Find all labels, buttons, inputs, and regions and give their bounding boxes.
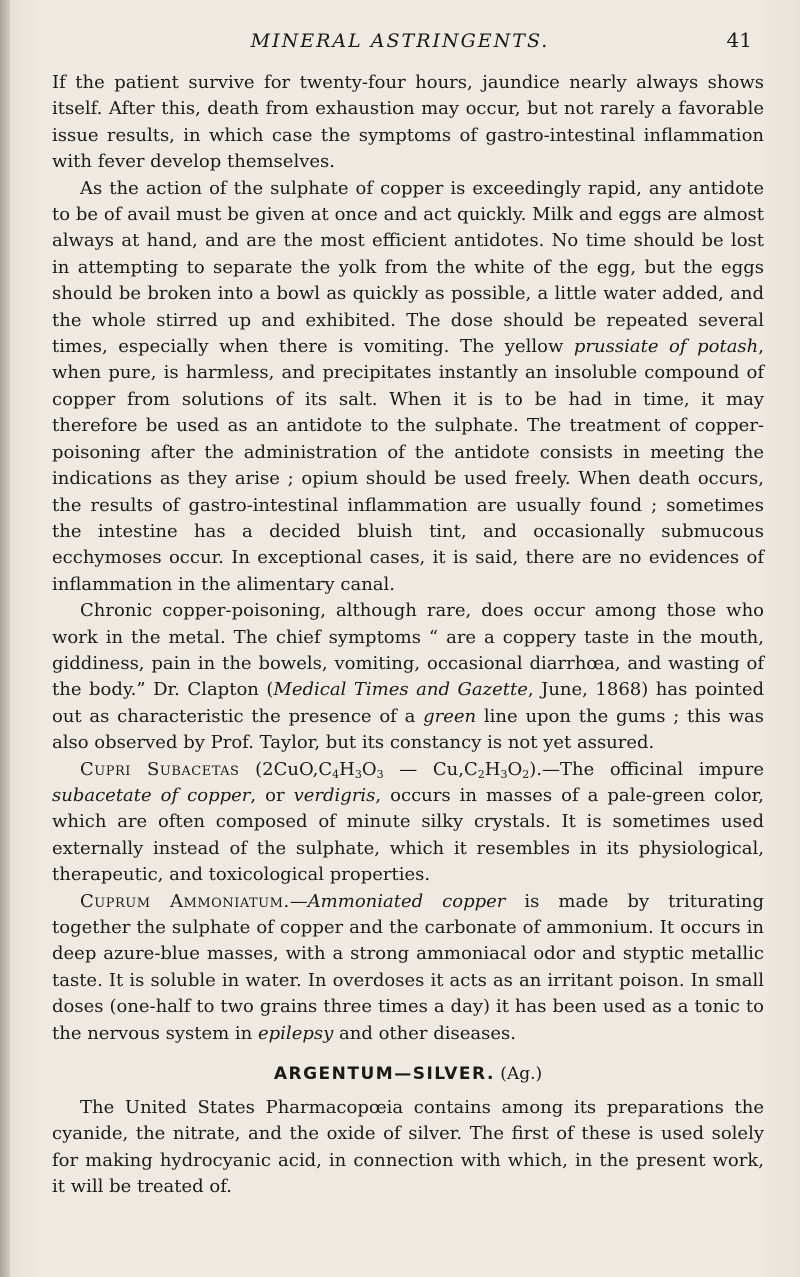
formula-subscript: 3 bbox=[500, 767, 508, 781]
page-header bbox=[0, 24, 800, 64]
paragraph-text: line upon the gums ; this was also observed by Prof. Taylor, but its constancy is not yet assured. bbox=[52, 705, 765, 754]
formula-subscript: 2 bbox=[522, 767, 530, 781]
paragraph-text: ).—The officinal impure bbox=[529, 758, 765, 780]
book-spine-shadow bbox=[0, 0, 10, 1277]
paragraph-text: , occurs in masses of a pale-green color, which are often composed of minute silky crystals. It is sometimes used externally instead of the sulphate, which it resembles in its physiological, therapeutic, and toxicological properties. bbox=[52, 784, 764, 886]
formula-subscript: 3 bbox=[354, 767, 362, 781]
formula-part: H bbox=[484, 758, 501, 780]
paragraph-text: and other diseases. bbox=[333, 1022, 516, 1044]
formula-part: H bbox=[339, 758, 355, 780]
journal-title: Medical Times and Gazette bbox=[273, 679, 528, 701]
paragraph-text: — bbox=[289, 890, 308, 912]
paragraph-text: If the patient survive for twenty-four hours, jaundice nearly always shows itself. After this, death from exhaustion may occur, but not rarely a favorable issue results, in which case the symptoms of gastro-intestinal inflammation with fever develop themselves. bbox=[52, 72, 764, 173]
italic-term: prussiate of potash bbox=[573, 336, 759, 358]
paragraph-text: is made by triturating together the sulphate of copper and the carbonate of ammonium. It occurs in deep azure-blue masses, with a strong ammoniacal odor and styptic metallic taste. It is soluble in water. In overdoses it acts as an irritant poison. In small doses (one-half to two grains three times a day) it has been used as a tonic to the nervous system in bbox=[52, 890, 764, 1044]
italic-term: Ammoniated copper bbox=[307, 890, 506, 912]
paragraph-cuprum-ammoniatum bbox=[52, 889, 764, 1047]
formula-subscript: 2 bbox=[477, 767, 485, 781]
paragraph-antidote bbox=[52, 176, 764, 599]
paragraph-text: , or bbox=[250, 784, 294, 806]
page-body bbox=[52, 70, 764, 1201]
formula-part: O bbox=[361, 758, 377, 780]
italic-term: verdigris bbox=[293, 784, 376, 806]
paragraph-text: As the action of the sulphate of copper is exceedingly rapid, any antidote to be of avail must be given at once and act quickly. Milk and eggs are almost always at hand, and are the most efficient antidotes. No time should be lost in attempting to separate the yolk from the white of the egg, but the eggs should be broken into a bowl as quickly as possible, a little water added, and the whole stirred up and exhibited. The dose should be repeated several times, especially when there is vomiting. The yellow bbox=[52, 177, 764, 358]
formula-part: O bbox=[507, 758, 523, 780]
italic-term: subacetate of copper bbox=[52, 784, 251, 806]
paragraph-text: , when pure, is harmless, and precipitates instantly an insoluble compound of copper from solutions of its salt. When it is to be had in time, it may therefore be used as an antidote to the sulphate. The treatment of copper-poisoning after the administration of the antidote consists in meeting the indications as they arise ; opium should be used freely. When death occurs, the results of gastro-intestinal inflammation are usually found ; sometimes the intestine has a decided bluish tint, and occasionally submucous ecchymoses occur. In exceptional cases, it is said, there are no evidences of inflammation in the alimentary canal. bbox=[52, 336, 764, 595]
chemical-symbol: (Ag.) bbox=[494, 1064, 543, 1085]
paragraph-text: The United States Pharmacopœia contains among its preparations the cyanide, the nitrate, and the oxide of silver. The first of these is used solely for making hydrocyanic acid, in connection with which, in the present work, it will be treated of. bbox=[52, 1097, 764, 1198]
italic-term: epilepsy bbox=[258, 1022, 334, 1044]
paragraph-silver bbox=[52, 1095, 764, 1201]
italic-term: green bbox=[423, 705, 477, 727]
running-title: MINERAL ASTRINGENTS. bbox=[250, 30, 550, 52]
paragraph-cupri-subacetas bbox=[52, 757, 764, 889]
formula-subscript: 4 bbox=[332, 767, 340, 781]
entry-title: Cupri Subacetas bbox=[80, 758, 240, 780]
entry-title: Cuprum Ammoniatum. bbox=[80, 890, 290, 912]
section-heading-argentum bbox=[52, 1061, 764, 1087]
paragraph-text: Chronic copper-poisoning, although rare, does occur among those who work in the metal. The chief symptoms “ are a coppery taste in the mouth, giddiness, pain in the bowels, vomiting, occasional diarrhœa, and wasting of the body.” Dr. Clapton ( bbox=[52, 600, 764, 701]
formula-subscript: 3 bbox=[376, 767, 384, 781]
paragraph-jaundice bbox=[52, 70, 764, 176]
page-number: 41 bbox=[726, 28, 752, 52]
formula-part: (2CuO,C bbox=[239, 758, 333, 780]
formula-part: — Cu,C bbox=[383, 758, 478, 780]
paragraph-text: , June, 1868) has pointed out as characteristic the presence of a bbox=[52, 679, 764, 727]
section-heading-text: ARGENTUM—SILVER. bbox=[273, 1064, 495, 1085]
paragraph-chronic-poisoning bbox=[52, 598, 764, 756]
